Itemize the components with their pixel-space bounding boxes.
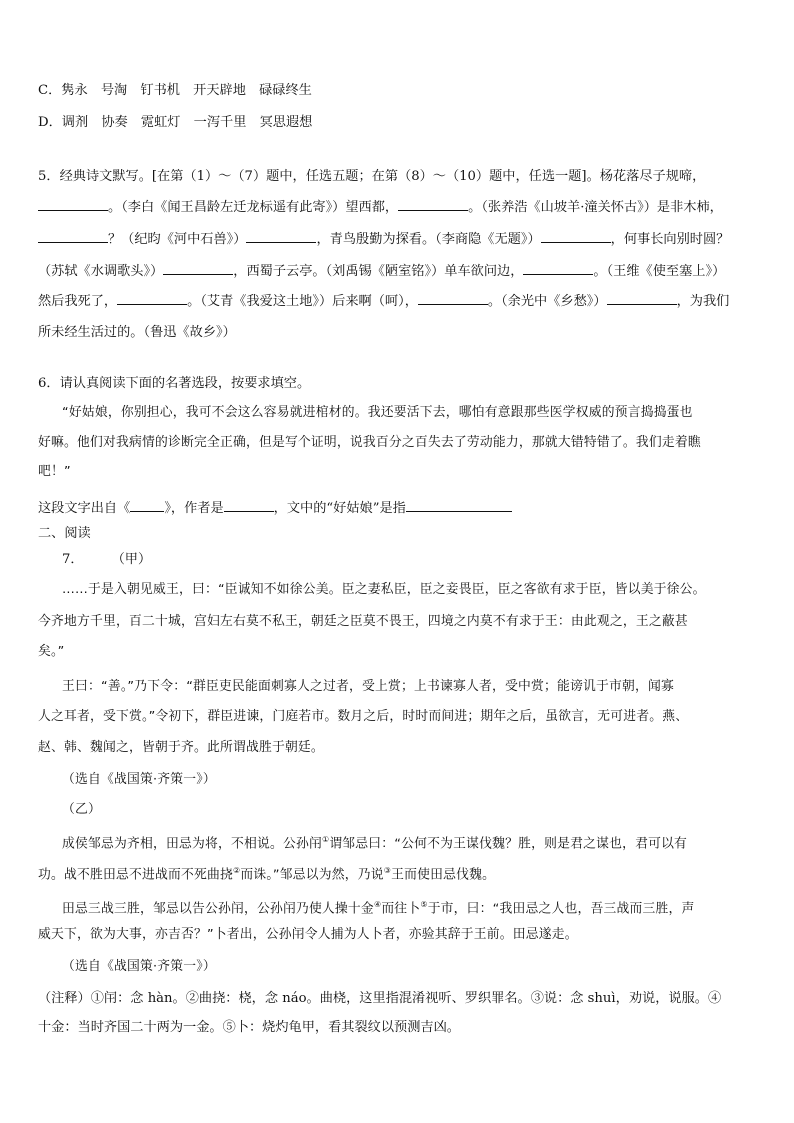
yi-text: 于市，曰：“我田忌之人也，吾三战而三胜，声 bbox=[427, 901, 695, 917]
answer-blank[interactable] bbox=[117, 292, 187, 305]
section-title: 二、阅读 bbox=[38, 526, 91, 541]
notes-line-1: （注释）①闬：念 hàn。②曲挠：桡，念 náo。曲桡，这里指混淆视听、罗织罪名。③说：念 shuì，劝说，说服。④ bbox=[38, 991, 722, 1006]
answer-blank[interactable] bbox=[224, 499, 274, 512]
answer-blank[interactable] bbox=[130, 499, 164, 512]
note-marker: ① bbox=[321, 835, 330, 844]
note-marker: ④ bbox=[373, 900, 382, 909]
option-c: C．隽永 号淘 钉书机 开天辟地 碌碌终生 bbox=[38, 83, 312, 98]
answer-blank[interactable] bbox=[607, 292, 677, 305]
q6-passage-1: “好姑娘，你别担心，我可不会这么容易就进棺材的。我还要活下去，哪怕有意跟那些医学权威的预言捣捣蛋也 bbox=[62, 405, 693, 420]
q5-text: ，何事长向别时圆？ bbox=[610, 232, 730, 247]
q5-text: 。（余光中《乡愁》） bbox=[487, 294, 607, 309]
q7-number: 7． bbox=[62, 552, 84, 567]
q5-line-6: 所未经生活过的。（鲁迅《故乡》） bbox=[38, 325, 236, 340]
q5-line-1 bbox=[38, 168, 705, 186]
q6-fill-text: 这段文字出自《 bbox=[38, 501, 131, 516]
q5-text: 。（艾青《我爱这土地》）后来啊（呵）， bbox=[187, 294, 418, 309]
yi-text: 功。战不胜田忌不进战而不死曲挠 bbox=[38, 867, 233, 883]
yi-line-1 bbox=[62, 831, 687, 853]
jia-line-2: 今齐地方千里，百二十城，宫妇左右莫不私王，朝廷之臣莫不畏王，四境之内莫不有求于王：由此观之，王之蔽甚 bbox=[38, 614, 688, 629]
source-yi: （选自《战国策·齐策一》） bbox=[62, 959, 216, 974]
answer-blank[interactable] bbox=[418, 292, 488, 305]
q5-line-2 bbox=[38, 198, 723, 217]
q5-text: 。（王维《使至塞上》） bbox=[593, 264, 726, 279]
answer-blank[interactable] bbox=[246, 230, 316, 243]
q5-text: ，西蜀子云亭。（刘禹锡《陋室铭》）单车欲问边， bbox=[233, 264, 524, 279]
yi-line-3 bbox=[62, 896, 694, 918]
answer-blank[interactable] bbox=[163, 262, 233, 275]
source-jia: （选自《战国策·齐策一》） bbox=[62, 772, 216, 787]
yi-line-2 bbox=[38, 862, 495, 884]
q5-text: 。（张养浩《山坡羊·潼关怀古》）是非木柿， bbox=[468, 200, 723, 215]
q6-title: 6．请认真阅读下面的名著选段，按要求填空。 bbox=[38, 376, 311, 391]
q5-text: ，青鸟殷勤为探看。（李商隐《无题》） bbox=[316, 232, 541, 247]
q5-text: 然后我死了， bbox=[38, 294, 118, 309]
q5-line-3 bbox=[38, 230, 729, 249]
q5-text: ？（纪昀《河中石兽》） bbox=[108, 232, 247, 247]
jia-line-3: 矣。” bbox=[38, 644, 65, 659]
yi-text: 而往卜 bbox=[381, 901, 421, 917]
option-d: D．调剂 协奏 霓虹灯 一泻千里 冥思遐想 bbox=[38, 115, 313, 130]
answer-blank[interactable] bbox=[38, 230, 108, 243]
notes-line-2: 十金：当时齐国二十两为一金。⑤卜：烧灼龟甲，看其裂纹以预测吉凶。 bbox=[38, 1020, 460, 1035]
q6-passage-2: 好嘛。他们对我病情的诊断完全正确，但是写个证明，说我百分之百失去了劳动能力，那就大错特错了。我们走着瞧 bbox=[38, 435, 701, 450]
jia-line-1: ……于是入朝见威王，曰：“臣诚知不如徐公美。臣之妻私臣，臣之妾畏臣，臣之客欲有求于臣，皆以美于徐公。 bbox=[62, 582, 706, 597]
passage-label-yi: （乙） bbox=[62, 802, 101, 817]
q5-line-4 bbox=[38, 262, 725, 281]
yi-text: 王而使田忌伐魏。 bbox=[391, 867, 496, 883]
q5-text: 。（李白《闻王昌龄左迁龙标遥有此寄》）望西都， bbox=[108, 200, 399, 215]
answer-blank[interactable] bbox=[523, 262, 593, 275]
yi-text: 而诛。”邹忌以为然，乃说 bbox=[240, 867, 384, 883]
jia-line-4: 王曰：“善。”乃下令：“群臣吏民能面刺寡人之过者，受上赏；上书谏寡人者，受中赏；能谤讥于市朝，闻寡 bbox=[62, 679, 674, 694]
yi-text: 成侯邹忌为齐相，田忌为将，不相说。公孙闬 bbox=[62, 836, 322, 852]
yi-line-4: 威天下，欲为大事，亦吉否？”卜者出，公孙闬令人捕为人卜者，亦验其辞于王前。田忌遂走。 bbox=[38, 927, 578, 942]
note-marker: ③ bbox=[383, 866, 392, 875]
q7-header bbox=[62, 551, 151, 569]
note-marker: ② bbox=[232, 866, 241, 875]
q6-fill bbox=[38, 499, 512, 518]
yi-text: 谓邹忌曰：“公何不为王谋伐魏？胜，则是君之谋也，君可以有 bbox=[329, 836, 688, 852]
answer-blank[interactable] bbox=[398, 198, 468, 211]
q6-passage-3: 吧！” bbox=[38, 464, 71, 479]
note-marker: ⑤ bbox=[420, 900, 428, 909]
q5-text: （苏轼《水调歌头》） bbox=[38, 264, 164, 279]
jia-line-6: 赵、韩、魏闻之，皆朝于齐。此所谓战胜于朝廷。 bbox=[38, 740, 324, 755]
yi-text: 田忌三战三胜，邹忌以告公孙闬，公孙闬乃使人操十金 bbox=[62, 901, 374, 917]
passage-label-jia: （甲） bbox=[111, 552, 152, 567]
jia-line-5: 人之耳者，受下赏。”令初下，群臣进谏，门庭若市。数月之后，时时而间进；期年之后，虽欲言，无可进者。燕、 bbox=[38, 709, 689, 724]
answer-blank[interactable] bbox=[38, 198, 108, 211]
q6-fill-text: ，文中的“好姑娘”是指 bbox=[273, 501, 406, 516]
q5-text: 5．经典诗文默写。[在第（1）～（7）题中，任选五题；在第（8）～（10）题中，任选一题]。杨花落尽子规啼， bbox=[38, 169, 706, 184]
q5-line-5 bbox=[38, 292, 729, 311]
answer-blank[interactable] bbox=[541, 230, 611, 243]
q5-text: ，为我们 bbox=[676, 294, 730, 309]
answer-blank[interactable] bbox=[406, 499, 512, 512]
q6-fill-text: 》，作者是 bbox=[164, 501, 224, 516]
